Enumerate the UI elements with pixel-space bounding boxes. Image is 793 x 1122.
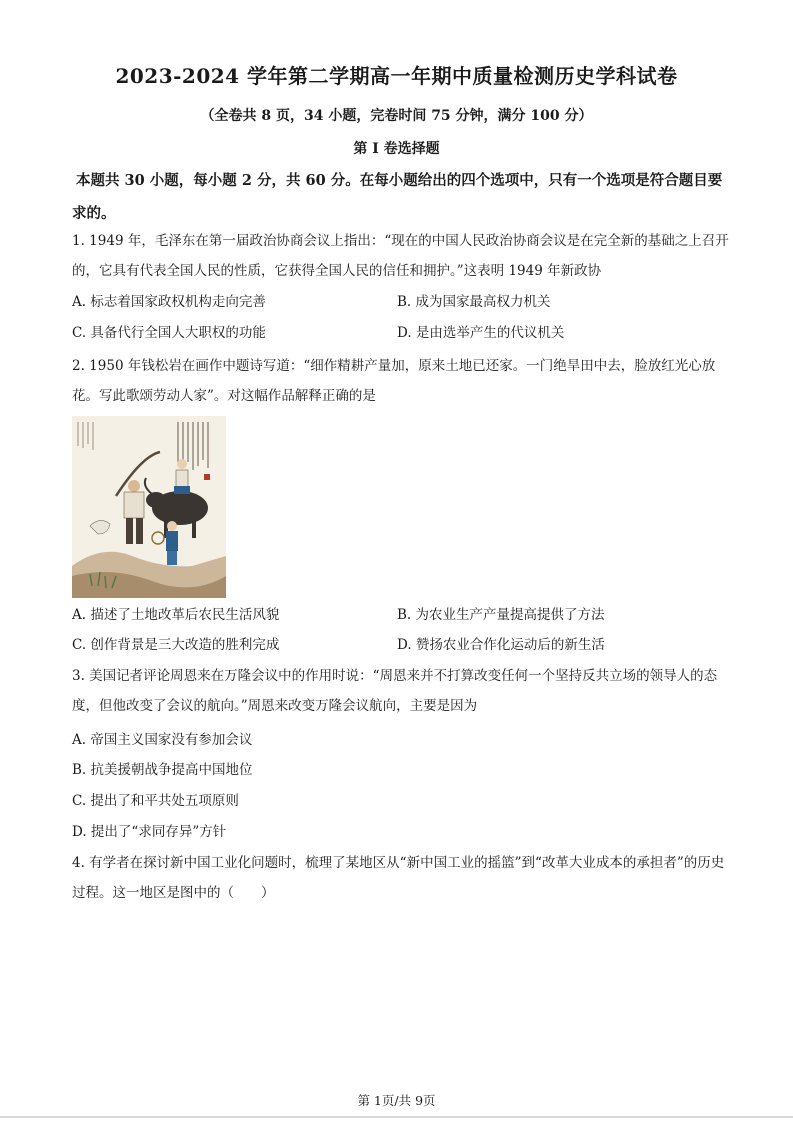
question-4-stem: 4. 有学者在探讨新中国工业化问题时，梳理了某地区从“新中国工业的摇篮”到“改革大业成本的承担者”的历史过程。这一地区是图中的（ ） (72, 855, 725, 901)
section-heading: 第 I 卷选择题 (353, 141, 440, 157)
question-1-option-b[interactable]: B. 成为国家最高权力机关 (397, 294, 551, 310)
painting-image (72, 416, 226, 598)
question-3-stem: 3. 美国记者评论周恩来在万隆会议中的作用时说：“周恩来并不打算改变任何一个坚持反共立场的领导人的态度，但他改变了会议的航向。”周恩来改变万隆会议航向，主要是因为 (72, 668, 718, 714)
exam-subtitle: （全卷共 8 页，34 小题，完卷时间 75 分钟，满分 100 分） (200, 108, 593, 124)
section-instructions: 本题共 30 小题，每小题 2 分，共 60 分。在每小题给出的四个选项中，只有一个选项是符合题目要求的。 (72, 172, 723, 222)
question-1-option-c[interactable]: C. 具备代行全国人大职权的功能 (72, 325, 266, 341)
question-3-option-c[interactable]: C. 提出了和平共处五项原则 (72, 793, 239, 809)
exam-title: 2023-2024 学年第二学期高一年期中质量检测历史学科试卷 (115, 64, 678, 88)
question-1-option-d[interactable]: D. 是由选举产生的代议机关 (397, 325, 565, 341)
question-2-option-c[interactable]: C. 创作背景是三大改造的胜利完成 (72, 637, 280, 653)
question-3-option-d[interactable]: D. 提出了“求同存异”方针 (72, 824, 227, 840)
question-1-stem: 1. 1949 年，毛泽东在第一届政治协商会议上指出：“现在的中国人民政治协商会议是在完全新的基础之上召开的，它具有代表全国人民的性质，它获得全国人民的信任和拥护。”这表明 1949 年新政协 (72, 233, 729, 279)
question-2-stem: 2. 1950 年钱松岩在画作中题诗写道：“细作精耕产量加，原来土地已还家。一门绝旱田中去，脸放红光心放花。写此歌颂劳动人家”。对这幅作品解释正确的是 (72, 358, 716, 404)
page-number: 第 1页/共 9页 (357, 1093, 436, 1108)
question-2-option-b[interactable]: B. 为农业生产产量提高提供了方法 (397, 607, 605, 623)
question-2-option-d[interactable]: D. 赞扬农业合作化运动后的新生活 (397, 637, 605, 653)
question-3-option-a[interactable]: A. 帝国主义国家没有参加会议 (72, 732, 253, 748)
question-2-option-a[interactable]: A. 描述了土地改革后农民生活风貌 (72, 607, 280, 623)
farmers-painting-illustration (72, 416, 226, 598)
question-1-option-a[interactable]: A. 标志着国家政权机构走向完善 (72, 294, 266, 310)
question-3-option-b[interactable]: B. 抗美援朝战争提高中国地位 (72, 762, 253, 778)
bottom-divider (0, 1116, 793, 1118)
